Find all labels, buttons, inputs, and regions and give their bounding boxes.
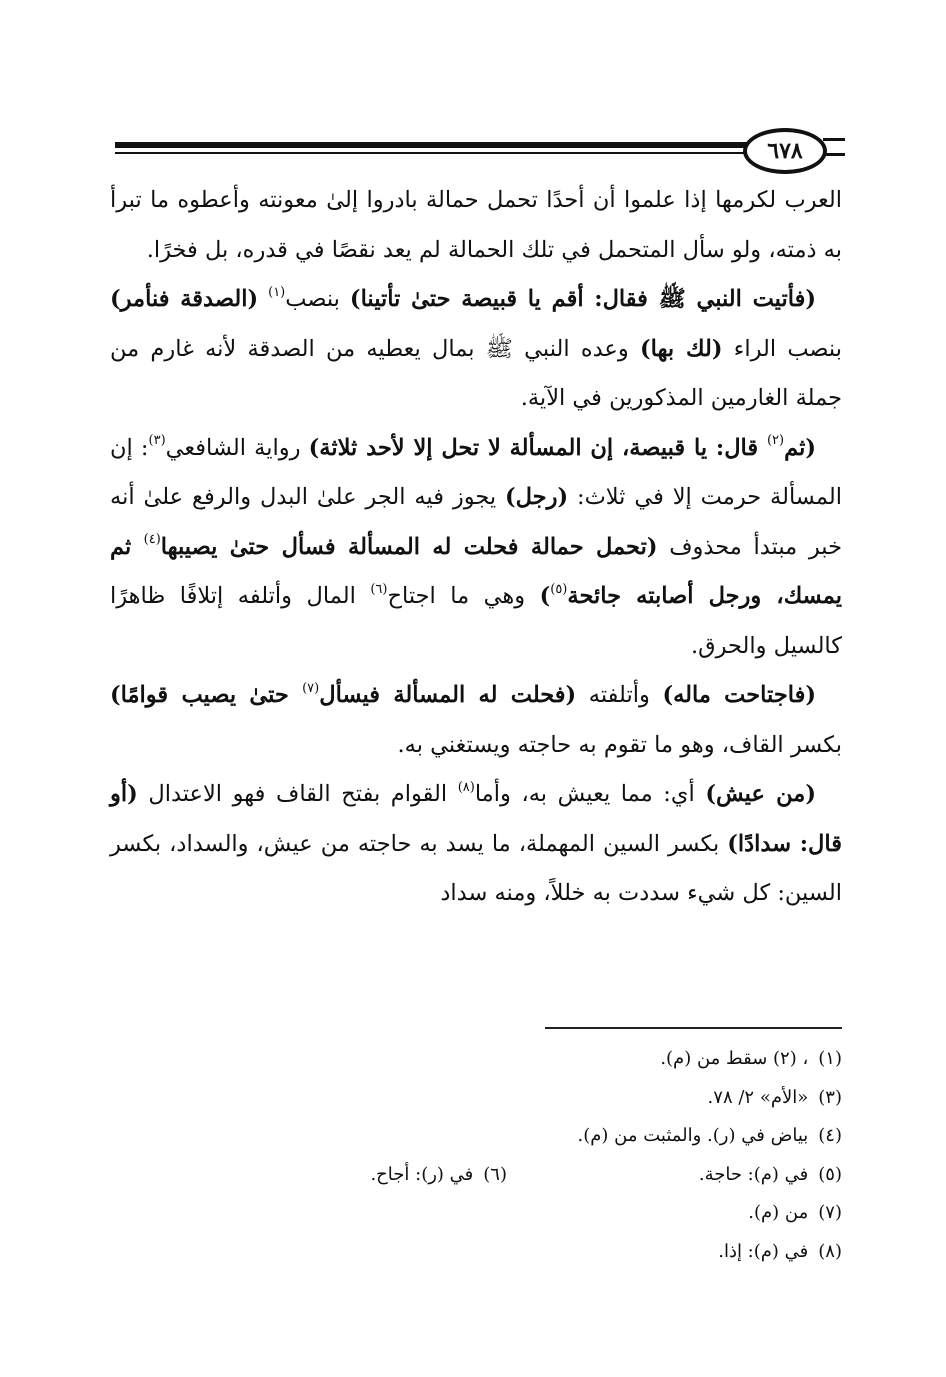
- text-run: رواية الشافعي: [165, 434, 309, 461]
- quoted-hadith: (أو قال: سدادًا): [110, 781, 842, 857]
- main-text: [110, 176, 842, 919]
- footnote-ref: (٤): [143, 532, 161, 547]
- header-rule-thick: [115, 142, 750, 148]
- footnote-ref: (٧): [302, 680, 320, 696]
- quoted-hadith: ): [539, 583, 551, 609]
- quoted-hadith: (فاجتاحت ماله): [662, 682, 816, 708]
- footnote-item: [748, 1194, 842, 1233]
- footnote-line: [110, 1156, 842, 1195]
- paragraph: [110, 770, 842, 919]
- quoted-hadith: (تحمل حمالة فحلت له المسألة فسأل حتىٰ يصيبها: [160, 533, 658, 560]
- text-run: القوام بفتح القاف فهو الاعتدال: [137, 781, 458, 807]
- footnote-separator: [545, 1027, 842, 1029]
- text-run: المال وأتلفه إتلافًا ظاهرًا كالسيل والحرق.: [110, 583, 842, 659]
- footnote-number: (٤): [818, 1125, 842, 1146]
- text-run: وأتلفته: [576, 682, 663, 708]
- footnote-line: [110, 1040, 842, 1079]
- quoted-hadith: (رجل): [505, 484, 569, 510]
- text-run: وعده النبي ﷺ بمال يعطيه من الصدقة لأنه غارم من جملة الغارمين المذكورين في الآية.: [110, 335, 842, 411]
- text-run: بكسر القاف، وهو ما تقوم به حاجته ويستغني به.: [397, 731, 842, 758]
- text-run: بكسر السين المهملة، ما يسد به حاجته من عيش، والسداد، بكسر السين: كل شيء سددت به خللاً، ومنه سداد: [110, 830, 842, 906]
- text-run: : إن المسألة حرمت إلا في ثلاث:: [110, 434, 842, 510]
- footnote-number: (٥): [818, 1163, 842, 1185]
- header-rule-thin: [115, 152, 750, 154]
- footnote-number: (٦): [483, 1163, 507, 1185]
- paragraph: [110, 671, 842, 770]
- footnote-text: «الأم» ٢/ ٧٨.: [707, 1086, 809, 1108]
- quoted-hadith: (فحلت له المسألة فيسأل: [319, 682, 577, 708]
- text-run: أي: مما يعيش به، وأما: [474, 781, 706, 807]
- footnote-line: [110, 1233, 842, 1272]
- text-run: بنصب الراء: [722, 335, 842, 362]
- footnote-item: [718, 1233, 842, 1272]
- footnote-line: [110, 1194, 842, 1233]
- footnote-text: في (م): إذا.: [718, 1240, 809, 1262]
- footnotes: [110, 1040, 842, 1271]
- footnote-text: ، (٢) سقط من (م).: [660, 1048, 809, 1069]
- footnote-ref: (٦): [370, 581, 388, 597]
- quoted-hadith: (من عيش): [705, 781, 816, 807]
- footnote-number: (٨): [818, 1240, 842, 1262]
- paragraph: [110, 176, 842, 275]
- footnote-ref: (٢): [766, 433, 785, 448]
- page-number: ٦٧٨: [743, 128, 827, 174]
- quoted-hadith: قال: يا قبيصة، إن المسألة لا تحل إلا لأحد ثلاثة): [308, 434, 767, 461]
- quoted-hadith: (ثم: [784, 434, 816, 461]
- quoted-hadith: (فأتيت النبي ﷺ فقال: أقم يا قبيصة حتىٰ تأتينا): [349, 286, 816, 312]
- text-run: يجوز فيه الجر علىٰ البدل والرفع علىٰ أنه خبر مبتدأ محذوف: [110, 484, 843, 560]
- footnote-text: من (م).: [748, 1202, 809, 1223]
- footnote-number: (١): [818, 1048, 842, 1069]
- text-run: العرب لكرمها إذا علموا أن أحدًا تحمل حمالة بادروا إلىٰ معونته وأعطوه ما تبرأ به ذمته، ولو سأل المتحمل في تلك الحمالة لم يعد نقصًا في قدره، بل فخرًا.: [110, 187, 842, 263]
- footnote-number: (٧): [818, 1202, 842, 1223]
- quoted-hadith: ثم يمسك، ورجل أصابته جائحة: [110, 533, 843, 609]
- footnote-text: بياض في (ر). والمثبت من (م).: [577, 1125, 809, 1146]
- footnote-item: [507, 1156, 842, 1195]
- paragraph: [110, 424, 842, 672]
- footnote-text: في (م): حاجة.: [698, 1163, 809, 1185]
- footnote-ref: (١): [268, 284, 286, 300]
- footnote-text: في (ر): أجاح.: [370, 1163, 474, 1185]
- footnote-item: [660, 1040, 842, 1079]
- quoted-hadith: (لك بها): [639, 335, 723, 362]
- paragraph: [110, 275, 842, 424]
- quoted-hadith: حتىٰ يصيب قوامًا): [110, 682, 303, 708]
- text-run: بنصب: [285, 286, 350, 312]
- text-run: [258, 286, 268, 312]
- footnote-item: [578, 1117, 842, 1156]
- footnote-ref: (٨): [457, 779, 475, 795]
- footnote-line: [110, 1117, 842, 1156]
- text-run: وهي ما اجتاح: [387, 583, 540, 609]
- footnote-ref: (٣): [148, 433, 166, 448]
- footnote-item: [370, 1156, 507, 1195]
- quoted-hadith: (الصدقة فنأمر): [110, 286, 259, 312]
- footnote-item: [708, 1079, 842, 1118]
- footnote-line: [110, 1079, 842, 1118]
- footnote-number: (٣): [818, 1086, 842, 1108]
- footnote-ref: (٥): [550, 581, 568, 597]
